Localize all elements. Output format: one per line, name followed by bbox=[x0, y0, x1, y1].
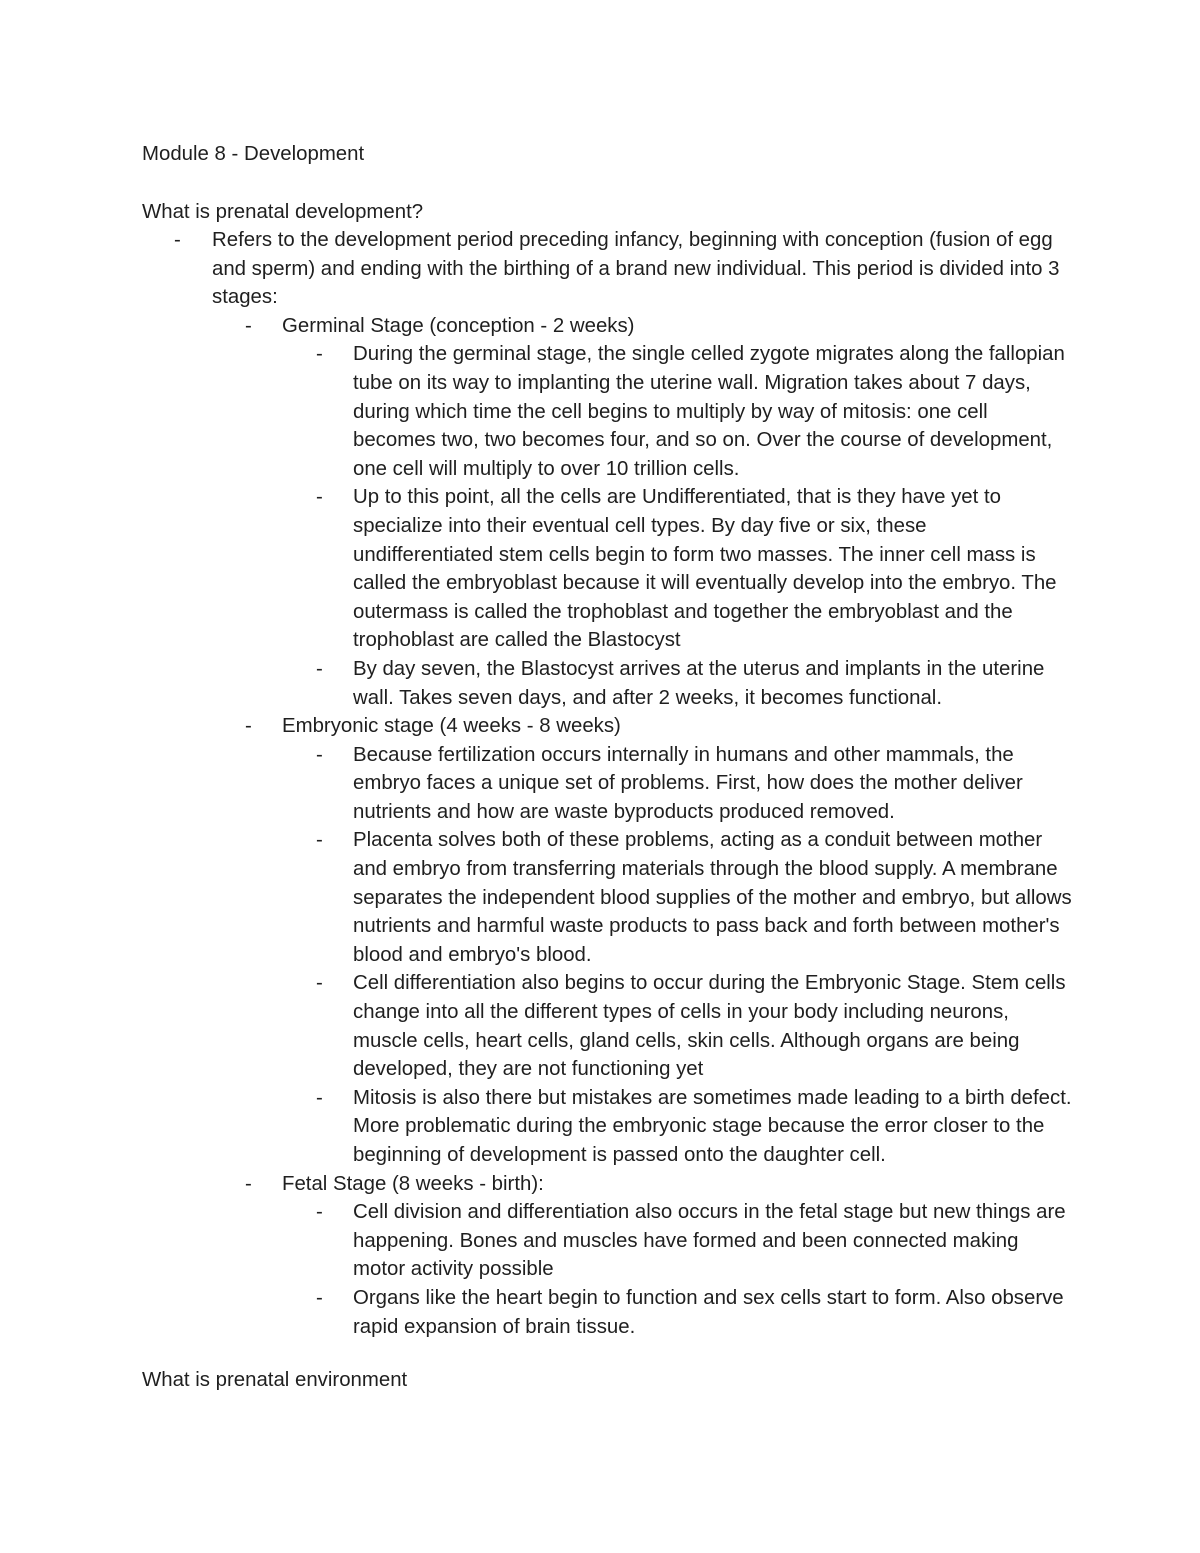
bullet-dash: - bbox=[245, 314, 252, 337]
bullet-dash: - bbox=[316, 657, 323, 680]
list-item bbox=[142, 1198, 1072, 1284]
point-text: Up to this point, all the cells are Undifferentiated, that is they have yet to specialize into their eventual cell types. By day five or six, these undifferentiated stem cells begin to form two masses. The inner cell mass is called the embryoblast because it will eventually develop into the embryo. The outermass is called the trophoblast and together the embryoblast and the trophoblast are called the Blastocyst bbox=[353, 486, 1057, 652]
bullet-dash: - bbox=[316, 743, 323, 766]
document-title: Module 8 - Development bbox=[142, 143, 365, 165]
point-text: Cell division and differentiation also occurs in the fetal stage but new things are happening. Bones and muscles have formed and been connected making motor activity possible bbox=[353, 1201, 1066, 1281]
point-text: During the germinal stage, the single celled zygote migrates along the fallopian tube on its way to implanting the uterine wall. Migration takes about 7 days, during which time the cell begins to multiply by way of mitosis: one cell becomes two, two becomes four, and so on. Over the course of development, one cell will multiply to over 10 trillion cells. bbox=[353, 343, 1065, 480]
bullet-dash: - bbox=[316, 1286, 323, 1309]
stage-name: Embryonic stage (4 weeks - 8 weeks) bbox=[282, 715, 621, 738]
point-text: By day seven, the Blastocyst arrives at the uterus and implants in the uterine wall. Takes seven days, and after 2 weeks, it becomes functional. bbox=[353, 657, 1045, 709]
point-text: Because fertilization occurs internally in humans and other mammals, the embryo faces a unique set of problems. First, how does the mother deliver nutrients and how are waste byproducts produced removed. bbox=[353, 743, 1023, 823]
section-heading-prenatal-development: What is prenatal development? bbox=[142, 201, 424, 223]
bullet-dash: - bbox=[316, 829, 323, 852]
list-item bbox=[142, 1084, 1072, 1170]
stage-name: Fetal Stage (8 weeks - birth): bbox=[282, 1172, 544, 1195]
outline-list bbox=[142, 226, 1072, 1341]
bullet-dash: - bbox=[316, 972, 323, 995]
bullet-dash: - bbox=[316, 1201, 323, 1224]
list-item bbox=[142, 1284, 1072, 1341]
point-text: Cell differentiation also begins to occur during the Embryonic Stage. Stem cells change into all the different types of cells in your body including neurons, muscle cells, heart cells, gland cells, skin cells. Although organs are being developed, they are not functioning yet bbox=[353, 972, 1066, 1081]
list-item bbox=[142, 969, 1072, 1083]
section-heading-prenatal-environment: What is prenatal environment bbox=[142, 1369, 408, 1391]
stage-heading-germinal bbox=[142, 312, 1072, 341]
stage-heading-embryonic bbox=[142, 712, 1072, 741]
list-item bbox=[142, 741, 1072, 827]
bullet-dash: - bbox=[316, 486, 323, 509]
point-text: Organs like the heart begin to function and sex cells start to form. Also observe rapid expansion of brain tissue. bbox=[353, 1286, 1064, 1338]
list-item bbox=[142, 826, 1072, 969]
bullet-dash: - bbox=[316, 1086, 323, 1109]
stage-name: Germinal Stage (conception - 2 weeks) bbox=[282, 314, 635, 337]
list-item bbox=[142, 340, 1072, 483]
intro-text: Refers to the development period preceding infancy, beginning with conception (fusion of egg and sperm) and ending with the birthing of a brand new individual. This period is divided into 3 stages: bbox=[212, 229, 1060, 309]
bullet-dash: - bbox=[316, 343, 323, 366]
bullet-dash: - bbox=[245, 715, 252, 738]
bullet-dash: - bbox=[245, 1172, 252, 1195]
list-item bbox=[142, 483, 1072, 655]
list-item bbox=[142, 655, 1072, 712]
stage-heading-fetal bbox=[142, 1170, 1072, 1199]
point-text: Placenta solves both of these problems, acting as a conduit between mother and embryo from transferring materials through the blood supply. A membrane separates the independent blood supplies of the mother and embryo, but allows nutrients and harmful waste products to pass back and forth between mother's blood and embryo's blood. bbox=[353, 829, 1072, 966]
bullet-dash: - bbox=[174, 229, 181, 251]
point-text: Mitosis is also there but mistakes are sometimes made leading to a birth defect. More problematic during the embryonic stage because the error closer to the beginning of development is passed onto the daughter cell. bbox=[353, 1086, 1072, 1166]
outline-item-intro bbox=[142, 226, 1072, 312]
